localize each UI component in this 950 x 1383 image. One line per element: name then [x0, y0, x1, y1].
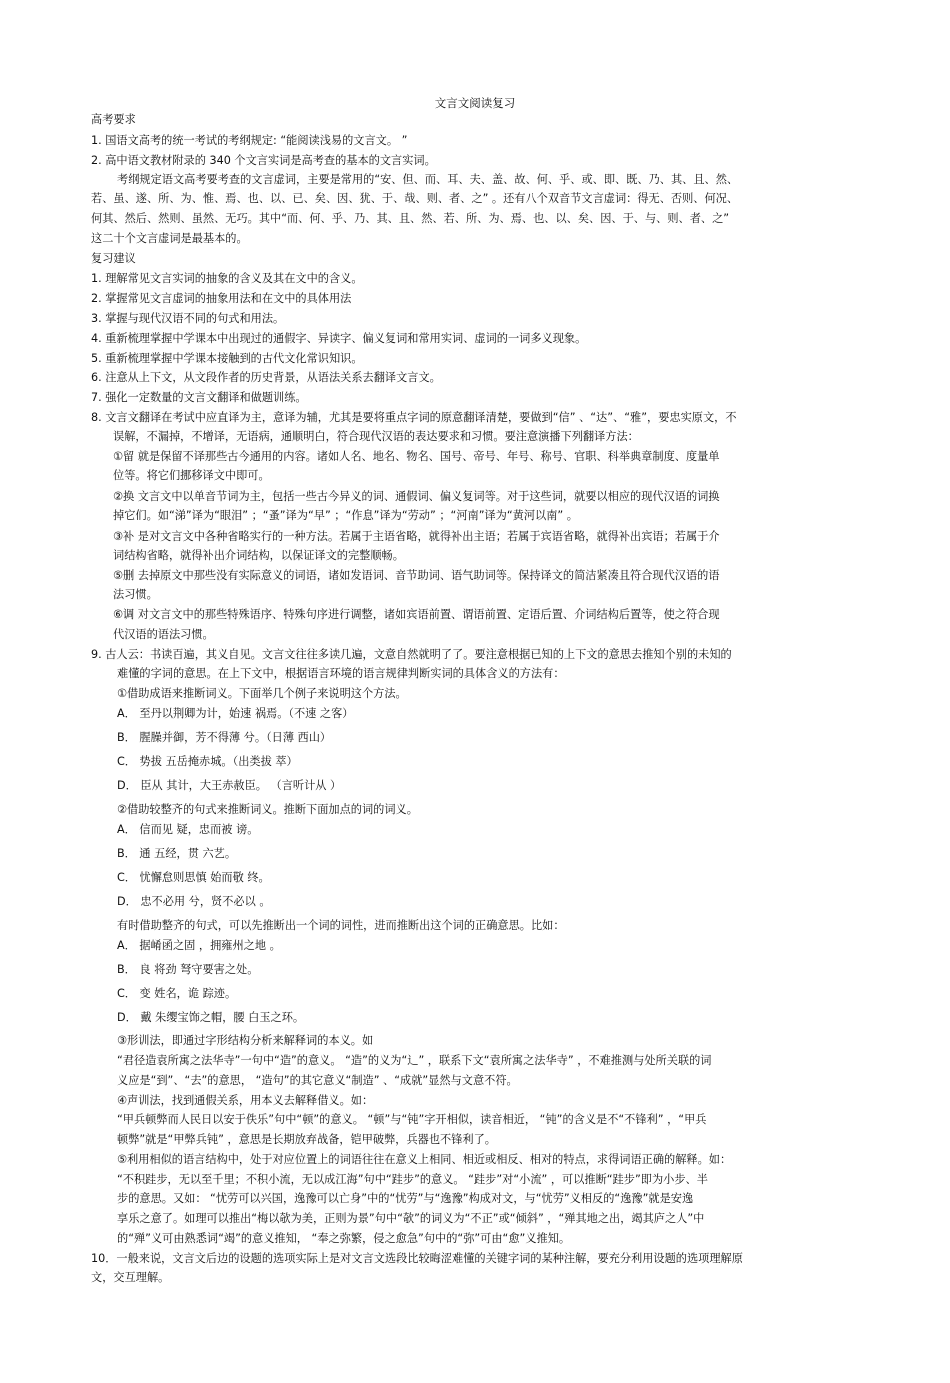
list-item: 2. 高中语文教材附录的 340 个文言实词是高考查的基本的文言实词。: [91, 154, 436, 167]
paragraph-line: “甲兵顿弊而人民日以安于佚乐”句中“顿”的意义。 “顿”与“钝”字开相似，读音相近， “钝”的含义是不“不锋利” ，“甲兵: [117, 1113, 707, 1126]
list-item: 1. 理解常见文言实词的抽象的含义及其在文中的含义。: [91, 272, 363, 285]
example-line: D． 戴 朱缨宝饰之帽，腰 白玉之环。: [117, 1011, 305, 1024]
paragraph-line: 难懂的字词的意思。在上下文中，根据语言环境的语言规律判断实词的具体含义的方法有：: [117, 667, 565, 680]
list-item: 8. 文言文翻译在考试中应直译为主，意译为辅，尤其是要将重点字词的原意翻译清楚，要做到“信” 、“达”、“雅”，要忠实原文，不: [91, 411, 737, 424]
example-line: B． 腥臊并御，芳不得薄 兮。（日薄 西山）: [117, 731, 332, 744]
section-heading: 高考要求: [91, 113, 136, 126]
example-line: A． 信而见 疑，忠而被 谤。: [117, 823, 259, 836]
list-item: 5. 重新梳理掌握中学课本接触到的古代文化常识知识。: [91, 352, 363, 365]
paragraph-line: ②换 文言文中以单音节词为主，包括一些古今异义的词、通假词、偏义复词等。对于这些词，就要以相应的现代汉语的词换: [113, 490, 720, 503]
section-heading: 复习建议: [91, 252, 136, 265]
example-line: A． 至丹以荆卿为计，始速 祸焉。（不速 之客）: [117, 707, 354, 720]
example-line: D． 忠不必用 兮，贤不必以 。: [117, 895, 271, 908]
list-item: 7. 强化一定数量的文言文翻译和做题训练。: [91, 391, 307, 404]
paragraph-line: 词结构省略，就得补出介词结构，以保证译文的完整顺畅。: [113, 549, 404, 562]
paragraph-line: 误解，不漏掉，不增译，无语病，通顺明白，符合现代汉语的表达要求和习惯。要注意演播下列翻译方法：: [113, 430, 639, 443]
paragraph-line: “君径造袁所寓之法华寺”一句中“造”的意义。 “造”的义为“辶” ，联系下文“袁所寓之法华寺” ，不难推测与处所关联的词: [117, 1054, 712, 1067]
list-item: 3. 掌握与现代汉语不同的句式和用法。: [91, 312, 285, 325]
list-item: 10．一般来说，文言文后边的设题的选项实际上是对文言文选段比较晦涩难懂的关键字词的某种注解，要充分利用设题的选项理解原: [91, 1252, 743, 1265]
paragraph-line: 法习惯。: [113, 588, 158, 601]
paragraph-line: 享乐之意了。如理可以推出“梅以欹为美，正则为景”句中“欹”的词义为“不正”或“倾斜” ，“殚其地之出，竭其庐之人”中: [117, 1212, 705, 1225]
paragraph-line: ⑤删 去掉原文中那些没有实际意义的词语，诸如发语词、音节助词、语气助词等。保持译文的简洁紧凑且符合现代汉语的语: [113, 569, 720, 582]
paragraph-line: ⑥调 对文言文中的那些特殊语序、特殊句序进行调整，诸如宾语前置、谓语前置、定语后置、介词结构后置等，使之符合现: [113, 608, 720, 621]
example-line: B． 通 五经，贯 六艺。: [117, 847, 237, 860]
list-item: 2. 掌握常见文言虚词的抽象用法和在文中的具体用法: [91, 292, 352, 305]
list-item: 9. 古人云：书读百遍，其义自见。文言文往往多读几遍，文意自然就明了了。要注意根据已知的上下文的意思去推知个别的未知的: [91, 648, 732, 661]
paragraph-line: 若、虽、遂、所、为、惟、焉、也、以、已、矣、因、犹、于、哉、则、者、之” 。还有八个双音节文言虚词：得无、否则、何况、: [91, 192, 739, 205]
paragraph-line: 代汉语的语法习惯。: [113, 628, 214, 641]
paragraph-line: “不积跬步，无以至千里；不积小流，无以成江海”句中“跬步”的意义。 “跬步”对“小流” ，可以推断“跬步”即为小步、半: [117, 1173, 708, 1186]
list-item: 4. 重新梳理掌握中学课本中出现过的通假字、异读字、偏义复词和常用实词、虚词的一词多义现象。: [91, 332, 587, 345]
paragraph-line: ④声训法，找到通假关系，用本义去解释借义。如：: [117, 1094, 374, 1107]
paragraph-line: ③形训法，即通过字形结构分析来解释词的本义。如: [117, 1034, 374, 1047]
paragraph-line: 的“殚”义可由熟悉词“竭”的意义推知， “奉之弥繁，侵之愈急”句中的“弥”可由“愈”义推知。: [117, 1232, 571, 1245]
example-line: A． 据崤函之固 ，拥雍州之地 。: [117, 939, 281, 952]
example-line: C． 势拔 五岳掩赤城。（出类拔 萃）: [117, 755, 298, 768]
paragraph-line: 考纲规定语文高考要考查的文言虚词，主要是常用的“安、但、而、耳、夫、盖、故、何、乎、或、即、既、乃、其、且、然、: [117, 173, 739, 186]
paragraph-line: 何其、然后、然则、虽然、无巧。其中“而、何、乎、乃、其、且、然、若、所、为、焉、也、以、矣、因、于、与、则、者、之”: [91, 212, 730, 225]
paragraph-line: 有时借助整齐的句式，可以先推断出一个词的词性，进而推断出这个词的正确意思。比如：: [117, 919, 565, 932]
paragraph-line: 义应是“到”、“去”的意思， “造句”的其它意义“制造” 、“成就”显然与文意不符。: [117, 1074, 518, 1087]
paragraph-line: 掉它们。如“涕”译为“眼泪” ；“蚤”译为“早” ；“作息”译为“劳动” ；“河南”译为“黄河以南” 。: [113, 509, 578, 522]
example-line: C． 忧懈怠则思慎 始而敬 终。: [117, 871, 270, 884]
paragraph-line: 位等。将它们挪移译文中即可。: [113, 469, 270, 482]
paragraph-line: 顿弊”就是“甲弊兵钝” ，意思是长期放弃战备，铠甲破弊，兵器也不锋利了。: [117, 1133, 496, 1146]
paragraph-line: ⑤利用相似的语言结构中，处于对应位置上的词语往往在意义上相同、相近或相反、相对的特点，求得词语正确的解释。如：: [117, 1153, 732, 1166]
paragraph-line: ②借助较整齐的句式来推断词义。推断下面加点的词的词义。: [117, 803, 418, 816]
paragraph-line: ③补 是对文言文中各种省略实行的一种方法。若属于主语省略，就得补出主语；若属于宾语省略，就得补出宾语；若属于介: [113, 530, 720, 543]
list-item: 1. 国语文高考的统一考试的考纲规定: “能阅读浅易的文言文。 ”: [91, 134, 408, 147]
example-line: C． 变 姓名，诡 踪迹。: [117, 987, 237, 1000]
list-item: 6. 注意从上下文，从文段作者的历史背景，从语法关系去翻译文言文。: [91, 371, 441, 384]
document-title: 文言文阅读复习: [434, 96, 516, 110]
paragraph-line: 文，交互理解。: [91, 1271, 170, 1284]
paragraph-line: ①借助成语来推断词义。下面举几个例子来说明这个方法。: [117, 687, 407, 700]
paragraph-line: 步的意思。又如： “忧劳可以兴国，逸豫可以亡身”中的“忧劳”与“逸豫”构成对文，与“忧劳”义相反的“逸豫”就是安逸: [117, 1192, 694, 1205]
paragraph-line: 这二十个文言虚词是最基本的。: [91, 232, 248, 245]
example-line: D． 臣从 其计，大王赤赦臣。 （言听计从 ）: [117, 779, 342, 792]
example-line: B． 良 将劲 弩守要害之处。: [117, 963, 259, 976]
paragraph-line: ①留 就是保留不译那些古今通用的内容。诸如人名、地名、物名、国号、帝号、年号、称号、官职、科举典章制度、度量单: [113, 450, 720, 463]
